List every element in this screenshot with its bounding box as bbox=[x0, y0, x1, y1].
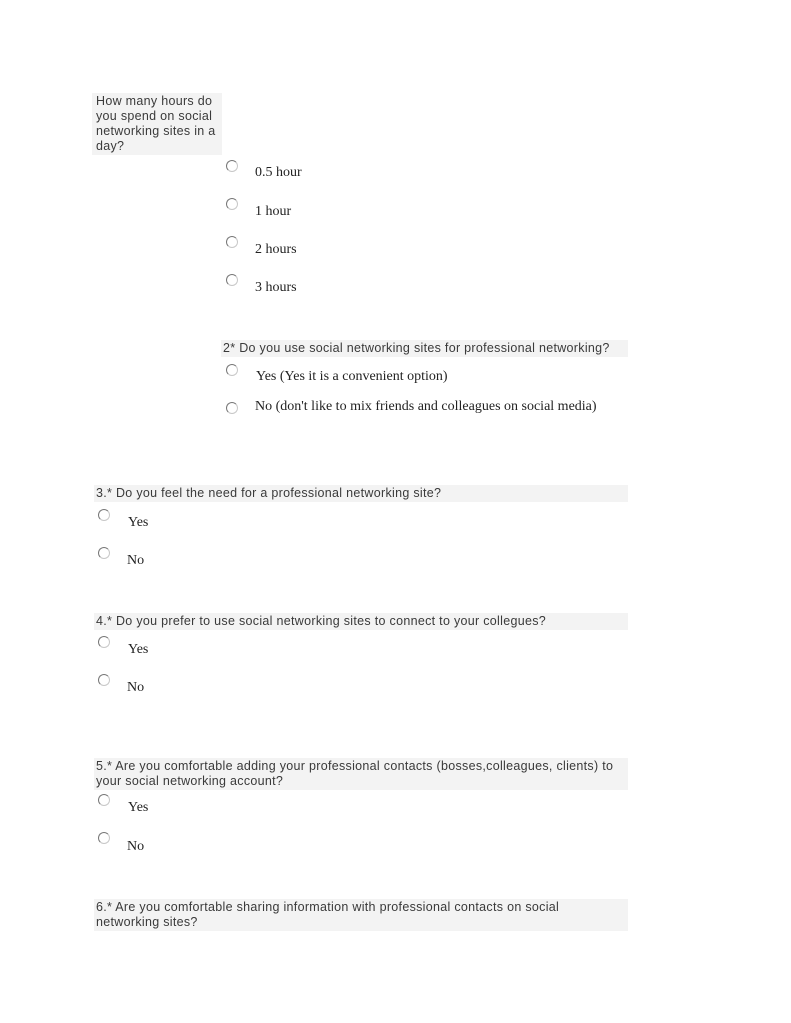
option-label: No bbox=[127, 553, 145, 568]
option-label: Yes (Yes it is a convenient option) bbox=[256, 369, 448, 384]
radio-button[interactable] bbox=[98, 832, 110, 844]
option-label: No (don't like to mix friends and colleagues on social media) bbox=[255, 399, 597, 414]
question-5-text: 5.* Are you comfortable adding your professional contacts (bosses,colleagues, clients) to your social networking account? bbox=[94, 758, 628, 790]
option-label: No bbox=[127, 680, 145, 695]
option-label: 1 hour bbox=[255, 204, 292, 219]
option-label: 3 hours bbox=[255, 280, 297, 295]
question-2-text: 2* Do you use social networking sites for professional networking? bbox=[221, 340, 628, 357]
radio-button[interactable] bbox=[98, 794, 110, 806]
option-label: Yes bbox=[128, 515, 149, 530]
radio-button[interactable] bbox=[226, 364, 238, 376]
radio-button[interactable] bbox=[98, 509, 110, 521]
radio-button[interactable] bbox=[98, 674, 110, 686]
radio-button[interactable] bbox=[226, 274, 238, 286]
option-label: Yes bbox=[128, 642, 149, 657]
question-1-text: How many hours do you spend on social networking sites in a day? bbox=[92, 93, 222, 155]
question-4-text: 4.* Do you prefer to use social networking sites to connect to your collegues? bbox=[94, 613, 628, 630]
option-label: Yes bbox=[128, 800, 149, 815]
radio-button[interactable] bbox=[98, 547, 110, 559]
question-6-text: 6.* Are you comfortable sharing information with professional contacts on social networking sites? bbox=[94, 899, 628, 931]
radio-button[interactable] bbox=[226, 402, 238, 414]
question-3-text: 3.* Do you feel the need for a professional networking site? bbox=[94, 485, 628, 502]
radio-button[interactable] bbox=[226, 198, 238, 210]
radio-button[interactable] bbox=[226, 160, 238, 172]
radio-button[interactable] bbox=[98, 636, 110, 648]
radio-button[interactable] bbox=[226, 236, 238, 248]
option-label: 2 hours bbox=[255, 242, 297, 257]
option-label: 0.5 hour bbox=[255, 165, 302, 180]
option-label: No bbox=[127, 839, 145, 854]
